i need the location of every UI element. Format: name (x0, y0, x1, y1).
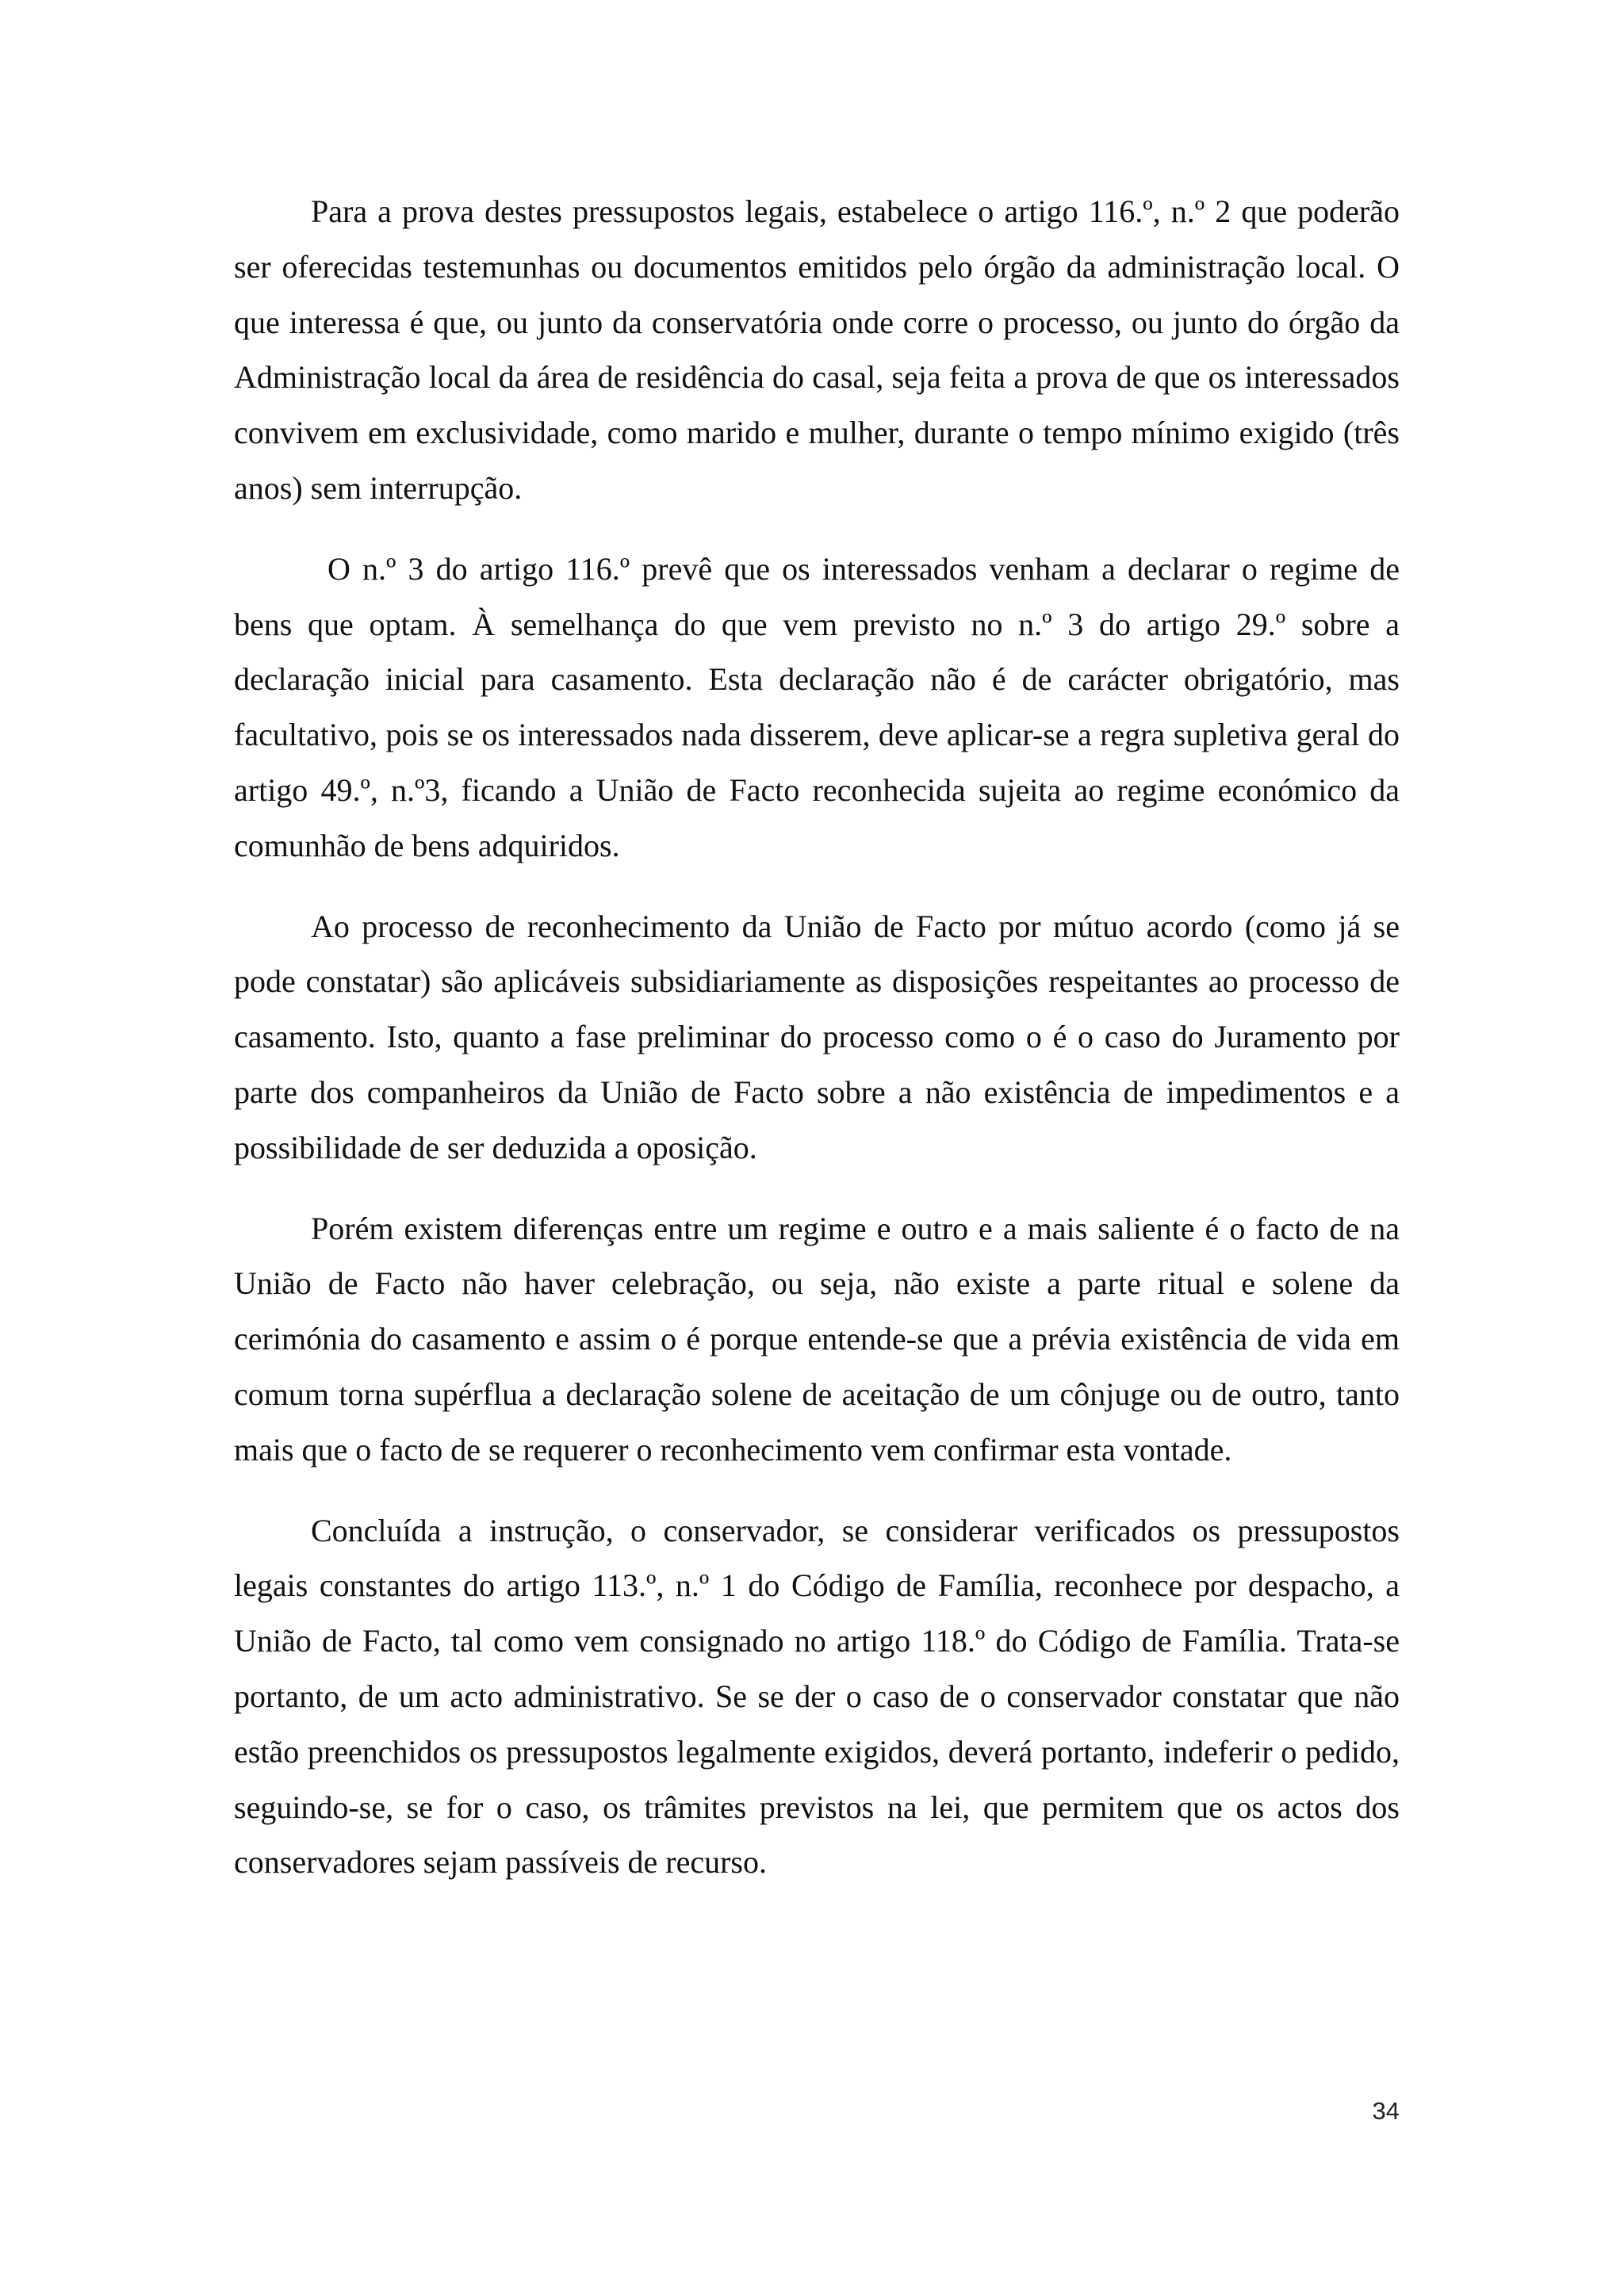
document-body (234, 184, 1400, 1915)
paragraph-1: Para a prova destes pressupostos legais, estabelece o artigo 116.º, n.º 2 que poderão ser oferecidas testemunhas ou documentos emitidos pelo órgão da administração local. O que interessa é que, ou junto da conservatória onde corre o processo, ou junto do órgão da Administração local da área de residência do casal, seja feita a prova de que os interessados convivem em exclusividade, como marido e mulher, durante o tempo mínimo exigido (três anos) sem interrupção. (234, 193, 1400, 506)
paragraph-3: Ao processo de reconhecimento da União de Facto por mútuo acordo (como já se pode constatar) são aplicáveis subsidiariamente as disposições respeitantes ao processo de casamento. Isto, quanto a fase preliminar do processo como o é o caso do Juramento por parte dos companheiros da União de Facto sobre a não existência de impedimentos e a possibilidade de ser deduzida a oposição. (234, 908, 1400, 1165)
paragraph-4: Porém existem diferenças entre um regime e outro e a mais saliente é o facto de na União de Facto não haver celebração, ou seja, não existe a parte ritual e solene da cerimónia do casamento e assim o é porque entende-se que a prévia existência de vida em comum torna supérflua a declaração solene de aceitação de um cônjuge ou de outro, tanto mais que o facto de se requerer o reconhecimento vem confirmar esta vontade. (234, 1210, 1400, 1468)
paragraph-5: Concluída a instrução, o conservador, se considerar verificados os pressupostos legais constantes do artigo 113.º, n.º 1 do Código de Família, reconhece por despacho, a União de Facto, tal como vem consignado no artigo 118.º do Código de Família. Trata-se portanto, de um acto administrativo. Se se der o caso de o conservador constatar que não estão preenchidos os pressupostos legalmente exigidos, deverá portanto, indeferir o pedido, seguindo-se, se for o caso, os trâmites previstos na lei, que permitem que os actos dos conservadores sejam passíveis de recurso. (234, 1512, 1400, 1881)
paragraph-2: O n.º 3 do artigo 116.º prevê que os interessados venham a declarar o regime de bens que optam. À semelhança do que vem previsto no n.º 3 do artigo 29.º sobre a declaração inicial para casamento. Esta declaração não é de carácter obrigatório, mas facultativo, pois se os interessados nada disserem, deve aplicar-se a regra supletiva geral do artigo 49.º, n.º3, ficando a União de Facto reconhecida sujeita ao regime económico da comunhão de bens adquiridos. (234, 550, 1400, 863)
page-number: 34 (1372, 2097, 1400, 2125)
